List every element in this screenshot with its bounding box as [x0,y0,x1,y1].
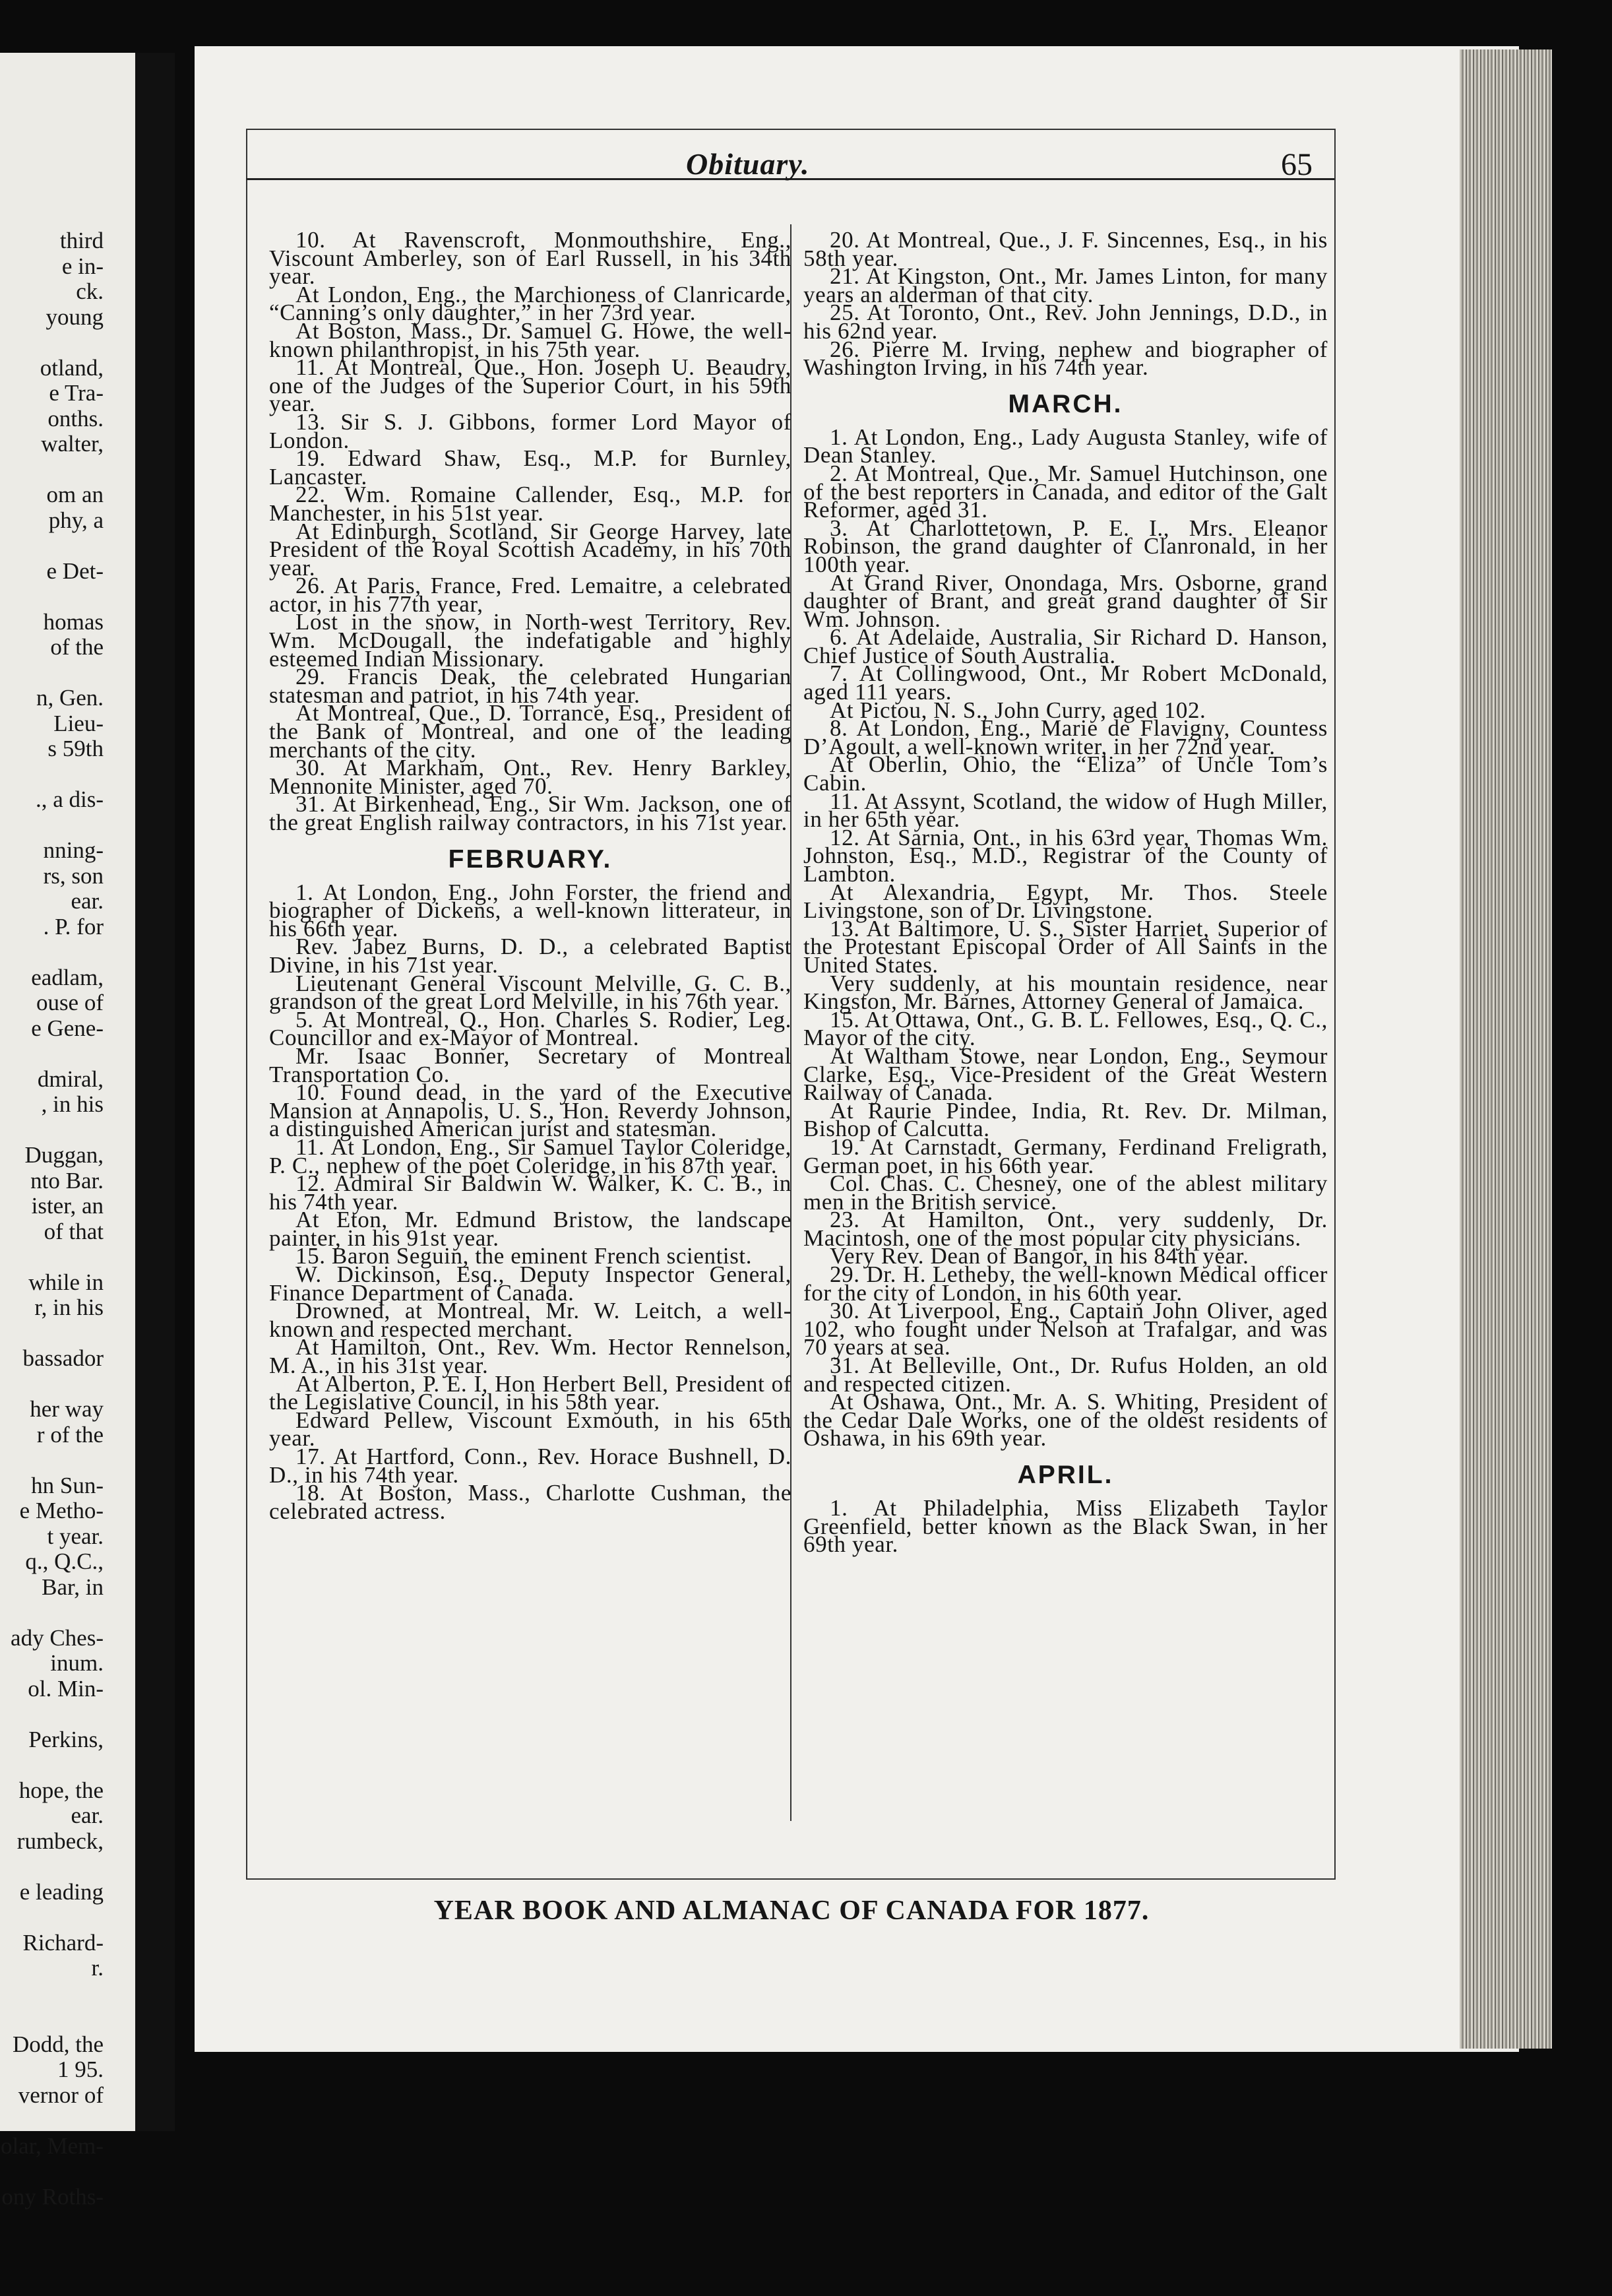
previous-page-text-fragment: ear. [71,888,104,914]
previous-page-text-fragment: , in his [41,1091,104,1117]
february-entries-continued [803,227,1328,381]
previous-page-text-fragment: ear. [71,1802,104,1828]
previous-page-text-fragment: e in- [61,253,104,279]
previous-page-text-fragment: e Det- [46,558,104,584]
obituary-entry: 3. At Charlottetown, P. E. I., Mrs. Eleanor Robinson, the grand daughter of Clanronald, in her 100th year. [803,515,1328,577]
page-edge-stack [1460,49,1552,2049]
previous-page-text-fragment: rumbeck, [16,1828,104,1854]
previous-page-text-fragment: eadlam, [31,964,104,990]
previous-page-text-fragment: olar, Mem- [0,2132,104,2159]
previous-page-text-fragment: bassador [22,1345,104,1371]
obituary-entry: 2. At Montreal, Que., Mr. Samuel Hutchinson, one of the best reporters in Canada, and editor of the Galt Reformer, aged 31. [803,460,1328,523]
month-heading-april: APRIL. [1017,1461,1114,1489]
obituary-entry: 19. Edward Shaw, Esq., M.P. for Burnley, Lancaster. [269,445,791,490]
page-number: 65 [1281,147,1313,182]
obituary-entry: 11. At London, Eng., Sir Samuel Taylor Coleridge, P. C., nephew of the poet Coleridge, in his 87th year. [269,1133,791,1178]
obituary-entry: At Boston, Mass., Dr. Samuel G. Howe, the well-known philanthropist, in his 75th year. [269,317,791,362]
previous-page-text-fragment: Bar, in [42,1574,104,1600]
previous-page-text-fragment: Lieu- [53,710,104,736]
previous-page-text-fragment: r. [91,1955,104,1981]
march-entries [803,424,1328,1451]
obituary-entry: 11. At Montreal, Que., Hon. Joseph U. Beaudry, one of the Judges of the Superior Court, in his 59th year. [269,354,791,417]
obituary-entry: 17. At Hartford, Conn., Rev. Horace Bushnell, D. D., in his 74th year. [269,1444,791,1488]
month-heading-february: FEBRUARY. [448,845,613,874]
obituary-entry: At Montreal, Que., D. Torrance, Esq., President of the Bank of Montreal, and one of the leading merchants of the city. [269,700,791,763]
previous-page-text-fragment: hn Sun- [31,1472,104,1498]
obituary-entry: 12. At Sarnia, Ont., in his 63rd year, Thomas Wm. Johnston, Esq., M.D., Registrar of the County of Lambton. [803,824,1328,887]
obituary-entry: 22. Wm. Romaine Callender, Esq., M.P. for Manchester, in his 51st year. [269,482,791,526]
previous-page-text-fragment: of that [44,1218,104,1244]
obituary-entry: 7. At Collingwood, Ont., Mr Robert McDonald, aged 111 years. [803,660,1328,705]
previous-page-text-fragment: Richard- [22,1929,104,1956]
obituary-entry: 29. Dr. H. Letheby, the well-known Medical officer for the city of London, in his 60th year. [803,1261,1328,1306]
previous-page-edge [0,53,135,2210]
previous-page-text-fragment: q., Q.C., [25,1548,104,1574]
previous-page-text-fragment: 1 95. [57,2057,104,2082]
previous-page-text-fragment: ister, an [31,1193,104,1219]
previous-page-text-fragment: onths. [47,405,104,431]
obituary-entry: 20. At Montreal, Que., J. F. Sincennes, Esq., in his 58th year. [803,227,1328,271]
month-heading-march: MARCH. [1008,389,1123,418]
page-footer: YEAR BOOK AND ALMANAC OF CANADA FOR 1877. [433,1896,1150,1926]
obituary-entry: At Hamilton, Ont., Rev. Wm. Hector Rennelson, M. A., in his 31st year. [269,1334,791,1379]
right-column [803,227,1328,1558]
february-entries [269,879,791,1524]
previous-page-text-fragment: inum. [50,1650,104,1676]
obituary-entry: 25. At Toronto, Ont., Rev. John Jennings, D.D., in his 62nd year. [803,300,1328,344]
obituary-entry: W. Dickinson, Esq., Deputy Inspector General, Finance Department of Canada. [269,1261,791,1306]
previous-page-text-fragment: e Gene- [31,1015,104,1041]
previous-page-text-fragment: n, Gen. [36,685,104,711]
obituary-entry: At Raurie Pindee, India, Rt. Rev. Dr. Milman, Bishop of Calcutta. [803,1097,1328,1142]
obituary-entry: 21. At Kingston, Ont., Mr. James Linton, for many years an alderman of that city. [803,263,1328,307]
previous-page-text-fragment: s 59th [47,736,104,761]
obituary-entry: 30. At Liverpool, Eng., Captain John Oliver, aged 102, who fought under Nelson at Trafalgar, and was 70 years at sea. [803,1298,1328,1360]
obituary-entry: 18. At Boston, Mass., Charlotte Cushman, the celebrated actress. [269,1480,791,1524]
previous-page-text-fragment: nning- [43,837,104,863]
obituary-entry: 19. At Carnstadt, Germany, Ferdinand Freligrath, German poet, in his 66th year. [803,1133,1328,1178]
obituary-entry: 12. Admiral Sir Baldwin W. Walker, K. C. B., in his 74th year. [269,1170,791,1215]
obituary-entry: Mr. Isaac Bonner, Secretary of Montreal Transportation Co. [269,1042,791,1087]
obituary-entry: Very suddenly, at his mountain residence, near Kingston, Mr. Barnes, Attorney General of Jamaica. [803,970,1328,1015]
obituary-entry: Rev. Jabez Burns, D. D., a celebrated Baptist Divine, in his 71st year. [269,934,791,978]
previous-page-text-fragment: while in [28,1269,104,1295]
obituary-entry: At Waltham Stowe, near London, Eng., Seymour Clarke, Esq., Vice-President of the Great Western Railway of Canada. [803,1042,1328,1106]
obituary-entry: 10. Found dead, in the yard of the Executive Mansion at Annapolis, U. S., Hon. Reverdy Johnson, a distinguished American jurist and statesman. [269,1079,791,1142]
previous-page-text-fragment: ., a dis- [35,786,104,812]
april-entries [803,1495,1328,1558]
obituary-entry: At Grand River, Onondaga, Mrs. Osborne, grand daughter of Brant, and great grand daughter of Sir Wm. Johnson. [803,569,1328,632]
previous-page-text-fragment: ol. Min- [28,1675,104,1702]
obituary-entry: 5. At Montreal, Q., Hon. Charles S. Rodier, Leg. Councillor and ex-Mayor of Montreal. [269,1006,791,1051]
january-entries-continued [269,227,791,835]
previous-page-text-fragment: . P. for [43,913,104,940]
previous-page-text-fragment: t year. [47,1523,104,1549]
obituary-entry: Lost in the snow, in North-west Territory, Rev. Wm. McDougall, the indefatigable and highly esteemed Indian Missionary. [269,609,791,672]
obituary-entry: Lieutenant General Viscount Melville, G. C. B., grandson of the great Lord Melville, in his 76th year. [269,970,791,1015]
previous-page-text-fragment: homas [43,608,104,635]
obituary-entry: At Pictou, N. S., John Curry, aged 102. [830,697,1206,723]
obituary-entry: At Eton, Mr. Edmund Bristow, the landscape painter, in his 91st year. [269,1207,791,1251]
obituary-entry: 13. Sir S. J. Gibbons, former Lord Mayor of London. [269,408,791,453]
previous-page-text-fragment: vernor of [18,2082,104,2108]
obituary-entry: 15. At Ottawa, Ont., G. B. L. Fellowes, Esq., Q. C., Mayor of the city. [803,1006,1328,1051]
previous-page-text-fragment: young [46,303,104,330]
previous-page-text-fragment: Duggan, [24,1142,104,1168]
previous-page-text-fragment: e Metho- [19,1498,104,1523]
obituary-entry: 31. At Birkenhead, Eng., Sir Wm. Jackson, one of the great English railway contractors, in his 71st year. [269,791,791,835]
left-column [269,227,791,1524]
previous-page-text-fragment: hope, the [18,1777,104,1803]
previous-page-text-fragment: Dodd, the [12,2031,104,2057]
obituary-entry: 26. Pierre M. Irving, nephew and biographer of Washington Irving, in his 74th year. [803,336,1328,381]
running-title: Obituary. [686,147,810,181]
previous-page-text-fragment: om an [46,482,104,507]
previous-page-text-fragment: ouse of [36,990,104,1015]
obituary-entry: 15. Baron Seguin, the eminent French scientist. [295,1243,753,1269]
obituary-entry: 10. At Ravenscroft, Monmouthshire, Eng., Viscount Amberley, son of Earl Russell, in his 34th year. [269,227,791,290]
page-gutter-shadow [135,53,175,2131]
obituary-entry: 8. At London, Eng., Marie de Flavigny, Countess D’Agoult, a well-known writer, in her 72nd year. [803,715,1328,759]
previous-page-text-fragment: Perkins, [28,1726,104,1752]
previous-page-text-fragment: r, in his [34,1294,104,1320]
previous-page-text-fragment: her way [30,1396,104,1422]
obituary-entry: At Alberton, P. E. I, Hon Herbert Bell, President of the Legislative Council, in his 58th year. [269,1370,791,1415]
previous-page-text-fragment: otland, [40,354,104,381]
previous-page-text-fragment: e Tra- [49,380,104,406]
obituary-entry: 31. At Belleville, Ont., Dr. Rufus Holden, an old and respected citizen. [803,1353,1328,1397]
previous-page-text-fragment: nto Bar. [30,1167,104,1194]
obituary-entry: Drowned, at Montreal, Mr. W. Leitch, a well-known and respected merchant. [269,1298,791,1342]
obituary-entry: At Alexandria, Egypt, Mr. Thos. Steele Livingstone, son of Dr. Livingstone. [803,879,1328,924]
obituary-entry: 26. At Paris, France, Fred. Lemaitre, a celebrated actor, in his 77th year, [269,573,791,617]
obituary-entry: 11. At Assynt, Scotland, the widow of Hugh Miller, in her 65th year. [803,788,1328,833]
previous-page-text-fragment: dmiral, [37,1066,104,1092]
obituary-entry: 1. At Philadelphia, Miss Elizabeth Taylor Greenfield, better known as the Black Swan, in her 69th year. [803,1495,1328,1558]
obituary-entry: 1. At London, Eng., Lady Augusta Stanley, wife of Dean Stanley. [803,424,1328,468]
obituary-entry: Edward Pellew, Viscount Exmouth, in his 65th year. [269,1407,791,1451]
obituary-entry: At Edinburgh, Scotland, Sir George Harvey, late President of the Royal Scottish Academy, in his 70th year. [269,518,791,581]
previous-page-text-fragment: ony Roths- [1,2183,104,2210]
obituary-entry: 29. Francis Deak, the celebrated Hungarian statesman and patriot, in his 74th year. [269,664,791,708]
obituary-entry: At London, Eng., the Marchioness of Clanricarde, “Canning’s only daughter,” in her 73rd year. [269,281,791,326]
obituary-entry: Col. Chas. C. Chesney, one of the ablest military men in the British service. [803,1170,1328,1215]
previous-page-text-fragment: third [59,228,104,253]
obituary-entry: 30. At Markham, Ont., Rev. Henry Barkley, Mennonite Minister, aged 70. [269,755,791,799]
obituary-entry: Very Rev. Dean of Bangor, in his 84th year. [830,1243,1249,1269]
obituary-entry: 1. At London, Eng., John Forster, the friend and biographer of Dickens, a well-known litterateur, in his 66th year. [269,879,791,941]
previous-page-text-fragment: rs, son [43,862,104,889]
obituary-entry: 23. At Hamilton, Ont., very suddenly, Dr. Macintosh, one of the most popular city physicians. [803,1207,1328,1251]
previous-page-text-fragment: e leading [19,1878,104,1905]
obituary-entry: 13. At Baltimore, U. S., Sister Harriet, Superior of the Protestant Episcopal Order of All Saints in the United States. [803,915,1328,978]
previous-page-text-fragment: of the [50,634,104,660]
previous-page-text-fragment: r of the [36,1421,104,1448]
previous-page-text-fragment: phy, a [48,507,104,533]
obituary-entry: 6. At Adelaide, Australia, Sir Richard D. Hanson, Chief Justice of South Australia. [803,624,1328,668]
obituary-entry: At Oshawa, Ont., Mr. A. S. Whiting, President of the Cedar Dale Works, one of the oldest residents of Oshawa, in his 69th year. [803,1389,1328,1451]
previous-page-text-fragment: ck. [76,278,104,304]
obituary-entry: At Oberlin, Ohio, the “Eliza” of Uncle Tom’s Cabin. [803,751,1328,796]
previous-page-text-fragment: ady Ches- [11,1624,104,1651]
previous-page-text-fragment: walter, [41,431,104,457]
